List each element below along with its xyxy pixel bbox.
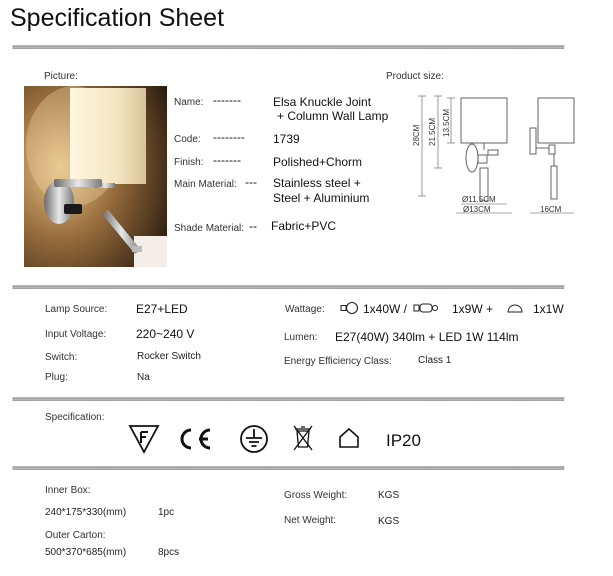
main-material-dashes: ---: [245, 175, 257, 189]
shade-material-label: Shade Material:: [174, 223, 245, 234]
plug-value: Na: [137, 372, 150, 383]
product-photo: [24, 86, 167, 267]
code-label: Code:: [174, 134, 201, 145]
net-weight-label: Net Weight:: [284, 515, 337, 526]
wattage-label: Wattage:: [285, 304, 325, 315]
energy-class-label: Energy Efficiency Class:: [284, 356, 392, 367]
outer-carton-dims: 500*370*685(mm): [45, 547, 127, 558]
wattage-2: 1x9W +: [452, 302, 494, 316]
product-name-line1: Elsa Knuckle Joint: [273, 95, 372, 109]
code-dashes: --------: [213, 130, 245, 144]
shade-material-value: Fabric+PVC: [271, 219, 337, 233]
separator-line: ===============================================================================================================: [12, 464, 564, 474]
led-module-icon: [506, 302, 524, 314]
height-shade-dim: 13.5CM: [442, 108, 451, 137]
finish-label: Finish:: [174, 157, 204, 168]
specification-label: Specification:: [45, 412, 105, 423]
name-label: Name:: [174, 97, 204, 108]
switch-label: Switch:: [45, 352, 78, 363]
wattage-1: 1x40W /: [363, 302, 408, 316]
inner-box-qty: 1pc: [158, 507, 175, 518]
lumen-value: E27(40W) 340lm + LED 1W 114lm: [335, 330, 519, 344]
height-mid-dim: 21.5CM: [428, 117, 437, 146]
outer-carton-label: Outer Carton:: [45, 530, 106, 541]
shade-material-dashes: --: [249, 219, 257, 233]
page-title: Specification Sheet: [10, 4, 225, 32]
protective-earth-icon: [239, 424, 269, 454]
product-size-diagram: [408, 88, 608, 218]
main-material-line1: Stainless steel +: [273, 176, 361, 190]
name-dashes: -------: [213, 93, 241, 107]
f-mark-icon: [128, 424, 160, 454]
bulb-e27-icon: [339, 301, 361, 315]
diameter-small-dim: Ø11.5CM: [462, 195, 496, 204]
inner-box-label: Inner Box:: [45, 485, 91, 496]
gross-weight-label: Gross Weight:: [284, 490, 348, 501]
lumen-label: Lumen:: [284, 332, 318, 343]
product-size-label: Product size:: [386, 71, 444, 82]
indoor-use-icon: [337, 426, 361, 450]
main-material-label: Main Material:: [174, 179, 237, 190]
energy-class-value: Class 1: [418, 355, 452, 366]
input-voltage-label: Input Voltage:: [45, 329, 107, 340]
bulb-led-icon: [413, 301, 439, 315]
height-total-dim: 28CM: [412, 124, 421, 146]
separator-line: ===============================================================================================================: [12, 395, 564, 405]
plug-label: Plug:: [45, 372, 68, 383]
finish-dashes: -------: [213, 153, 241, 167]
lamp-source-value: E27+LED: [136, 302, 188, 316]
outer-carton-qty: 8pcs: [158, 547, 180, 558]
wattage-3: 1x1W: [533, 302, 564, 316]
separator-line: ===============================================================================================================: [12, 283, 564, 293]
inner-box-dims: 240*175*330(mm): [45, 507, 127, 518]
separator-line: ===============================================================================================================: [12, 43, 564, 53]
input-voltage-value: 220~240 V: [136, 327, 195, 341]
lamp-source-label: Lamp Source:: [45, 304, 108, 315]
code-value: 1739: [273, 132, 300, 146]
diameter-large-dim: Ø13CM: [463, 205, 491, 214]
ce-mark-icon: [175, 426, 213, 452]
switch-value: Rocker Switch: [137, 351, 201, 362]
finish-value: Polished+Chorm: [273, 155, 363, 169]
depth-dim: 16CM: [540, 205, 562, 214]
ip-rating: IP20: [386, 431, 421, 450]
product-name-line2: + Column Wall Lamp: [277, 109, 389, 123]
picture-label: Picture:: [44, 71, 78, 82]
main-material-line2: Steel + Aluminium: [273, 191, 370, 205]
net-weight-value: KGS: [378, 516, 400, 527]
weee-bin-icon: [291, 423, 315, 453]
gross-weight-value: KGS: [378, 490, 400, 501]
